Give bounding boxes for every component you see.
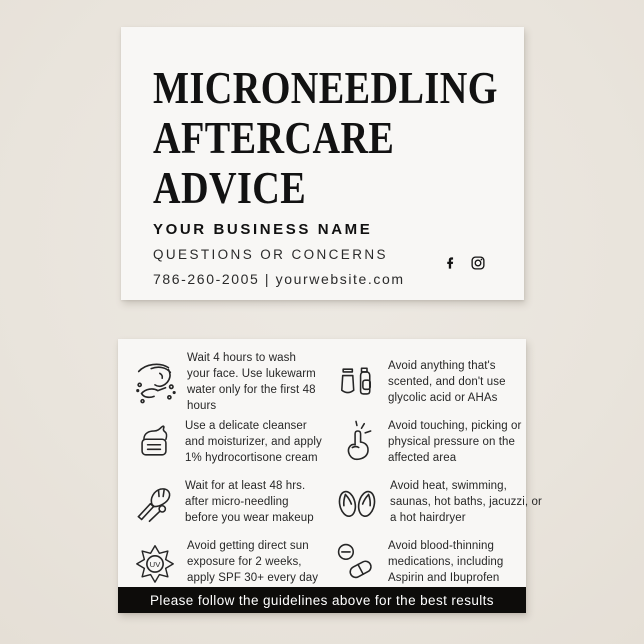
- facebook-icon: [444, 255, 459, 271]
- tip-row: [132, 352, 322, 411]
- instagram-icon: [470, 255, 486, 271]
- contact-block: [153, 221, 405, 287]
- tip-row: [132, 412, 322, 471]
- tips-grid: [118, 339, 542, 591]
- title-line-3: ADVICE: [153, 162, 307, 213]
- social-icons: [444, 255, 486, 271]
- cream-jar-icon: [132, 418, 176, 466]
- tip-text: Use a delicate cleanser and moisturizer, and apply 1% hydrocortisone cream: [185, 419, 322, 464]
- tip-row: [322, 412, 542, 471]
- tip-row: [322, 532, 542, 591]
- uv-sun-icon: [132, 538, 178, 586]
- title-line-2: AFTERCARE: [153, 112, 395, 163]
- tip-text: Avoid blood-thinning medications, including Aspirin and Ibuprofen: [388, 539, 504, 584]
- title-line-1: MICRONEEDLING: [153, 62, 498, 113]
- tip-row: [322, 352, 542, 411]
- uv-label: UV: [149, 559, 161, 569]
- footer-text: Please follow the guidelines above for the best results: [150, 592, 494, 608]
- tip-text: Avoid anything that's scented, and don't use glycolic acid or AHAs: [388, 359, 506, 404]
- phone-website: 786-260-2005 | yourwebsite.com: [153, 271, 405, 287]
- touch-hand-icon: [334, 418, 378, 466]
- skincare-products-icon: [334, 358, 378, 406]
- tip-row: [132, 532, 322, 591]
- tip-text: Wait for at least 48 hrs. after micro-needling before you wear makeup: [185, 479, 314, 524]
- tip-text: Avoid getting direct sun exposure for 2 weeks, apply SPF 30+ every day: [187, 539, 319, 584]
- contact-line: QUESTIONS OR CONCERNS: [153, 247, 388, 262]
- tip-text: Avoid heat, swimming, saunas, hot baths, jacuzzi, or a hot hairdryer: [390, 479, 542, 524]
- back-card: [118, 339, 542, 613]
- card-title: [153, 63, 498, 213]
- tip-text: Wait 4 hours to wash your face. Use lukewarm water only for the first 48 hours: [187, 351, 316, 412]
- tip-row: [322, 472, 542, 531]
- flip-flops-icon: [334, 478, 380, 526]
- footer-banner: [118, 587, 526, 613]
- tip-text: Avoid touching, picking or physical pressure on the affected area: [388, 419, 522, 464]
- face-wash-icon: [132, 358, 178, 406]
- makeup-brushes-icon: [132, 478, 176, 526]
- front-card: [121, 27, 524, 300]
- business-name: YOUR BUSINESS NAME: [153, 221, 373, 238]
- tip-row: [132, 472, 322, 531]
- pills-icon: [334, 538, 378, 586]
